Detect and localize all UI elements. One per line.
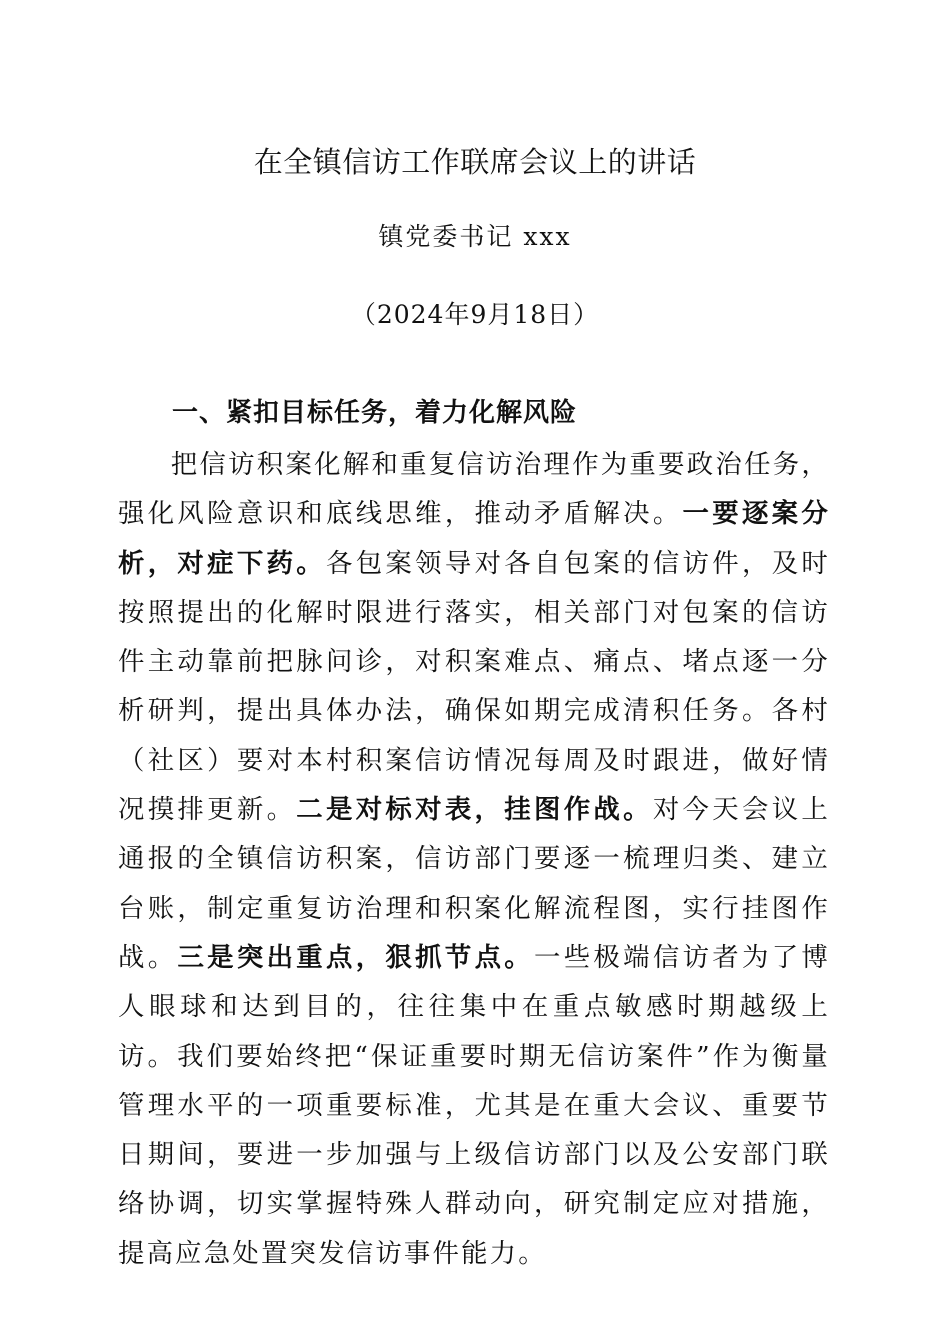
- point-2-text: 对今天会议上通报的全镇信访积案，信访部门要逐一梳理归类、建立台账，制定重复访治理和积案化解流程图，实行挂图作战。: [118, 794, 830, 973]
- point-1-title: 一要逐案分析，对症下药。: [118, 498, 830, 579]
- document-title: 在全镇信访工作联席会议上的讲话: [253, 145, 697, 179]
- point-3-title: 三是突出重点，狠抓节点。: [177, 941, 534, 973]
- document-author: 镇党委书记 xxx: [378, 222, 572, 251]
- paragraph-intro: 把信访积案化解和重复信访治理作为重要政治任务，强化风险意识和底线思维，推动矛盾解决。: [118, 449, 830, 530]
- point-3-text: 一些极端信访者为了博人眼球和达到目的，往往集中在重点敏感时期越级上访。我们要始终把“保证重要时期无信访案件”作为衡量管理水平的一项重要标准，尤其是在重大会议、重要节日期间，要进一步加强与上级信访部门以及公安部门联络协调，切实掌握特殊人群动向，研究制定应对措施，提高应急处置突发信访事件能力。: [118, 941, 831, 1269]
- section-heading: 一、紧扣目标任务，着力化解风险: [172, 398, 578, 428]
- document-date: （2024年9月18日）: [350, 300, 600, 329]
- section-paragraph: [118, 440, 830, 1278]
- point-2-title: 二是对标对表，挂图作战。: [296, 794, 653, 826]
- point-1-text: 各包案领导对各自包案的信访件，及时按照提出的化解时限进行落实，相关部门对包案的信访件主动靠前把脉问诊，对积案难点、痛点、堵点逐一分析研判，提出具体办法，确保如期完成清积任务。各村（社区）要对本村积案信访情况每周及时跟进，做好情况摸排更新。: [118, 547, 830, 826]
